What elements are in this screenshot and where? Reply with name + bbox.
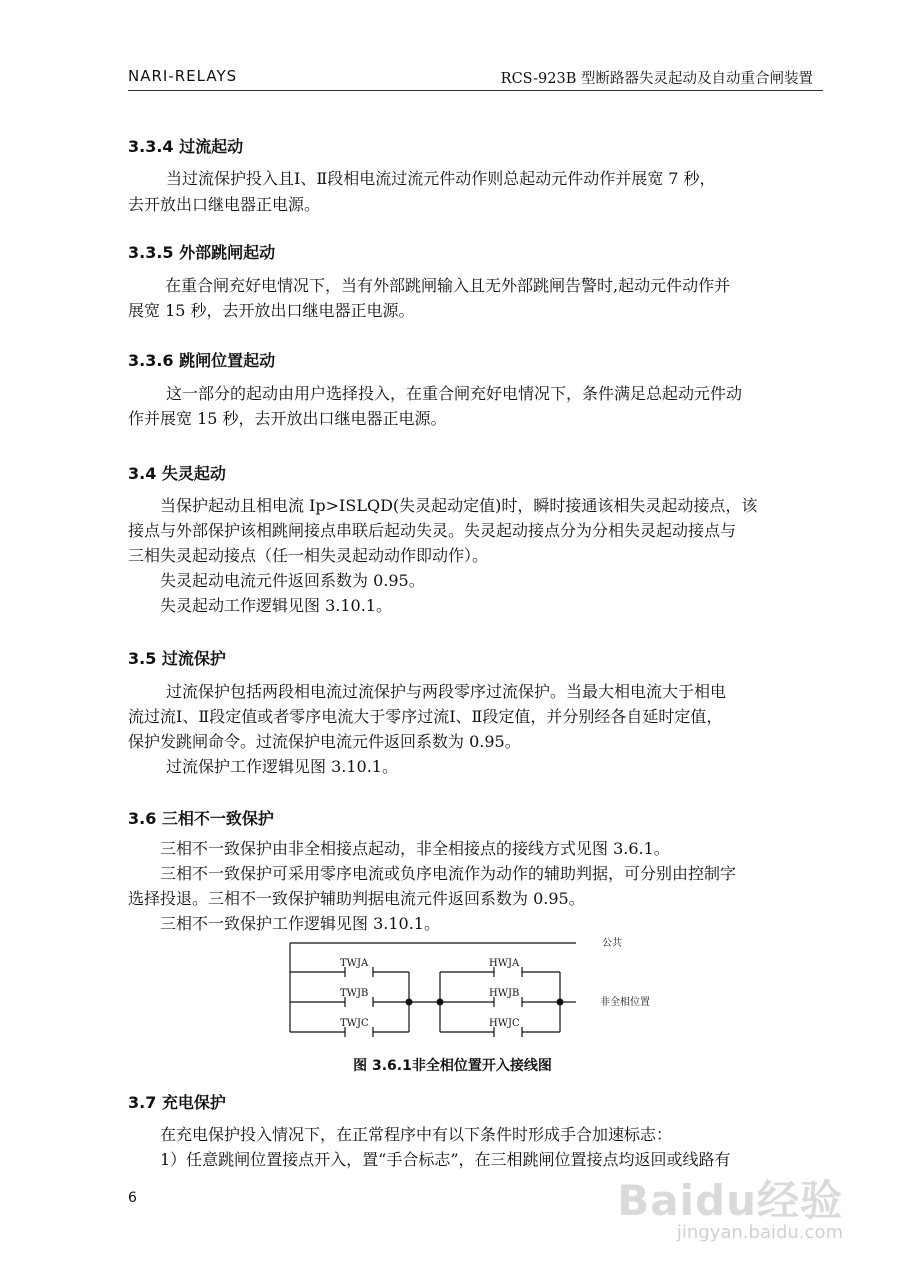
contact-label-twjc: TWJC [340,1018,369,1029]
paragraph-line: 过流保护包括两段相电流过流保护与两段零序过流保护。当最大相电流大于相电 [150,682,727,701]
paragraph-line: 当过流保护投入且Ⅰ、Ⅱ段相电流过流元件动作则总起动元件动作并展宽 7 秒， [150,169,716,188]
paragraph-line: 在充电保护投入情况下，在正常程序中有以下条件时形成手合加速标志： [160,1125,673,1144]
contact-label-twja: TWJA [340,958,369,969]
section-heading-34: 3.4 失灵起动 [128,464,226,483]
label-common: 公共 [602,938,622,949]
figure-caption: 图 3.6.1非全相位置开入接线图 [353,1058,552,1074]
paragraph-line: 作并展宽 15 秒，去开放出口继电器正电源。 [128,409,447,428]
paragraph-line: 保护发跳闸命令。过流保护电流元件返回系数为 0.95。 [128,732,521,751]
paragraph-line: 当保护起动且相电流 Ip>ISLQD(失灵起动定值)时，瞬时接通该相失灵起动接点，该 [160,496,758,515]
contact-label-hwjb: HWJB [489,988,520,999]
watermark-url: jingyan.baidu.com [676,1222,843,1243]
paragraph-line: 1）任意跳闸位置接点开入，置“手合标志”，在三相跳闸位置接点均返回或线路有 [160,1150,731,1169]
paragraph-line: 流过流Ⅰ、Ⅱ段定值或者零序电流大于零序过流Ⅰ、Ⅱ段定值，并分别经各自延时定值， [128,707,723,726]
paragraph-line: 选择投退。三相不一致保护辅助判据电流元件返回系数为 0.95。 [128,889,585,908]
section-heading-35: 3.5 过流保护 [128,649,226,668]
paragraph-line: 这一部分的起动由用户选择投入，在重合闸充好电情况下，条件满足总起动元件动 [150,384,743,403]
paragraph-line: 失灵起动电流元件返回系数为 0.95。 [160,571,425,590]
section-heading-37: 3.7 充电保护 [128,1093,226,1112]
paragraph-line: 接点与外部保护该相跳闸接点串联后起动失灵。失灵起动接点分为分相失灵起动接点与 [128,521,737,540]
contact-label-hwja: HWJA [489,958,520,969]
section-heading-36: 3.6 三相不一致保护 [128,809,274,828]
header-company: NARI-RELAYS [128,67,238,85]
watermark-brand: Baidu经验 [617,1176,843,1225]
page-number: 6 [128,1190,137,1206]
paragraph-line: 三相不一致保护由非全相接点起动，非全相接点的接线方式见图 3.6.1。 [160,839,670,858]
paragraph-line: 失灵起动工作逻辑见图 3.10.1。 [160,596,392,615]
section-heading-336: 3.3.6 跳闸位置起动 [128,351,276,370]
junction-dot [406,999,413,1006]
header-doc-title: RCS-923B 型断路器失灵起动及自动重合闸装置 [500,71,813,87]
junction-dot [437,999,444,1006]
section-heading-335: 3.3.5 外部跳闸起动 [128,243,276,262]
contact-label-hwjc: HWJC [489,1018,520,1029]
paragraph-line: 三相失灵起动接点（任一相失灵起动动作即动作）。 [128,546,489,565]
label-nonfull-phase: 非全相位置 [600,997,650,1008]
contact-label-twjb: TWJB [340,988,369,999]
junction-dot [557,999,564,1006]
paragraph-line: 三相不一致保护工作逻辑见图 3.10.1。 [160,914,440,933]
paragraph-line: 展宽 15 秒，去开放出口继电器正电源。 [128,301,415,320]
paragraph-line: 三相不一致保护可采用零序电流或负序电流作为动作的辅助判据，可分别由控制字 [160,864,737,883]
section-heading-334: 3.3.4 过流起动 [128,137,244,156]
paragraph-line: 在重合闸充好电情况下，当有外部跳闸输入且无外部跳闸告警时,起动元件动作并 [165,276,731,295]
paragraph-line: 去开放出口继电器正电源。 [128,195,321,214]
paragraph-line: 过流保护工作逻辑见图 3.10.1。 [150,757,398,776]
